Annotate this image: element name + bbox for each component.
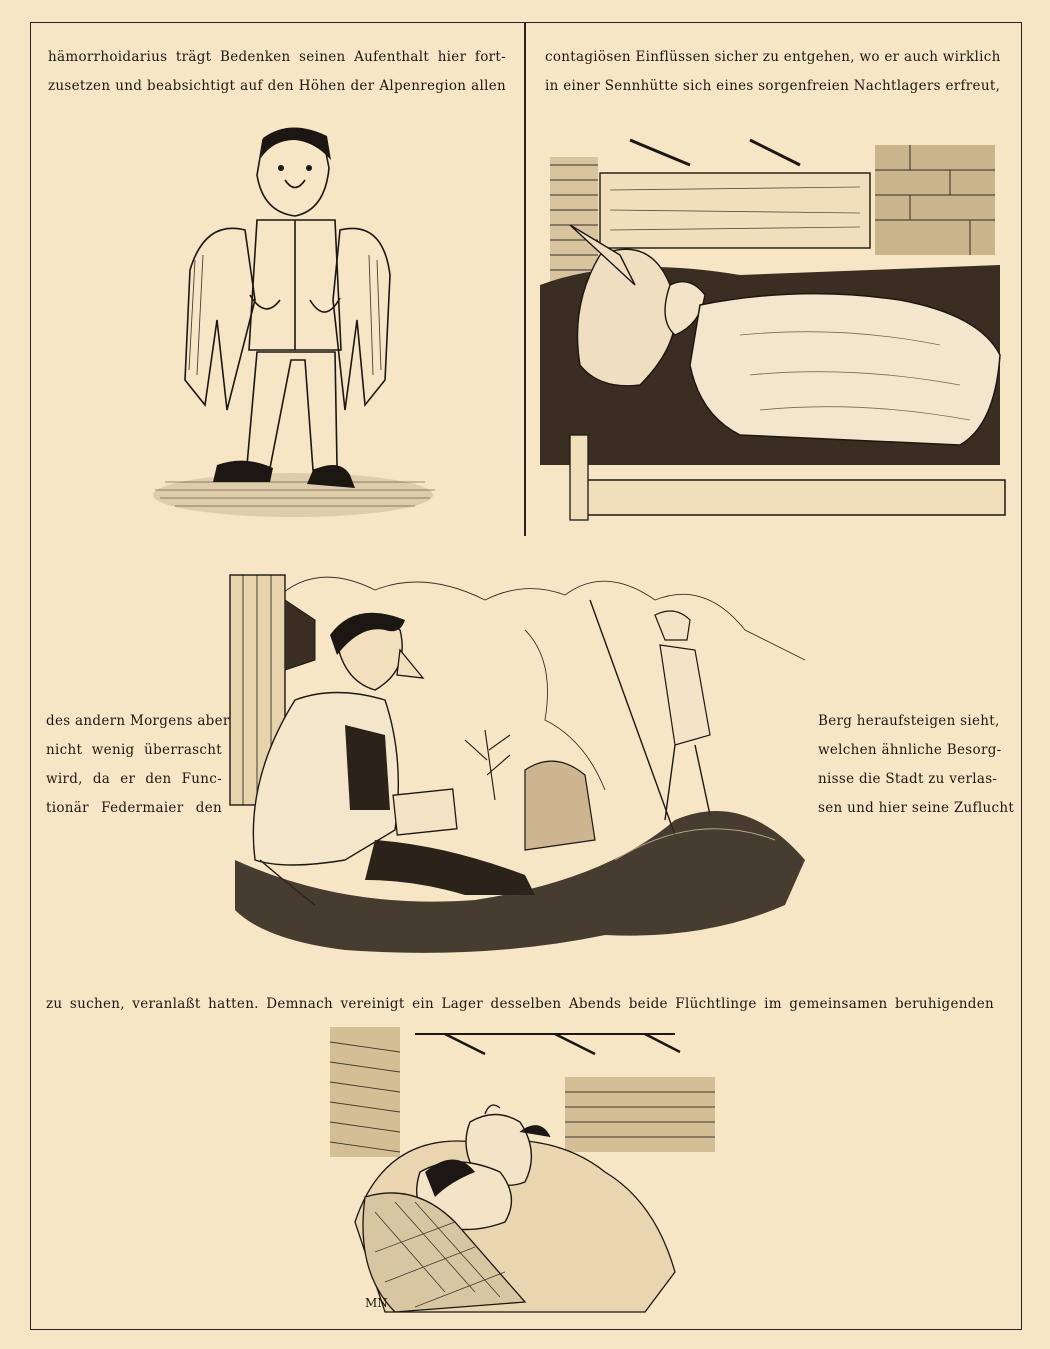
top-right-text (545, 43, 1001, 101)
text-line: des andern Morgens aber (46, 713, 230, 729)
text-line: Berg heraufsteigen sieht, (818, 713, 1000, 729)
text-line: in einer Sennhütte sich eines sorgenfreien Nachtlagers erfreut, (545, 78, 1001, 94)
text-line: nicht wenig überrascht (46, 742, 222, 758)
column-divider (524, 22, 526, 536)
middle-left-text (46, 707, 230, 823)
two-sleepers-illustration (325, 1022, 725, 1317)
text-line: sen und hier seine Zuflucht (818, 800, 1015, 816)
sleeping-in-hut-illustration (540, 135, 1010, 525)
text-line: wird, da er den Func- (46, 771, 222, 787)
text-line: nisse die Stadt zu verlas- (818, 771, 998, 787)
artist-signature: MN (365, 1296, 388, 1310)
standing-man-illustration (145, 120, 445, 525)
text-line: tionär Federmaier den (46, 800, 222, 816)
middle-right-text (818, 707, 1015, 823)
text-line: zusetzen und beabsichtigt auf den Höhen der Alpenregion allen (48, 78, 506, 94)
text-line: welchen ähnliche Besorg- (818, 742, 1002, 758)
mountain-scene-illustration (225, 560, 815, 970)
text-line: hämorrhoidarius trägt Bedenken seinen Aufenthalt hier fort- (48, 49, 506, 65)
top-left-text (48, 43, 506, 101)
bottom-text (46, 990, 994, 1019)
text-line: zu suchen, veranlaßt hatten. Demnach vereinigt ein Lager desselben Abends beide Flüchtlinge im gemeinsamen beruhigenden (46, 996, 994, 1012)
text-line: contagiösen Einflüssen sicher zu entgehen, wo er auch wirklich (545, 49, 1001, 65)
